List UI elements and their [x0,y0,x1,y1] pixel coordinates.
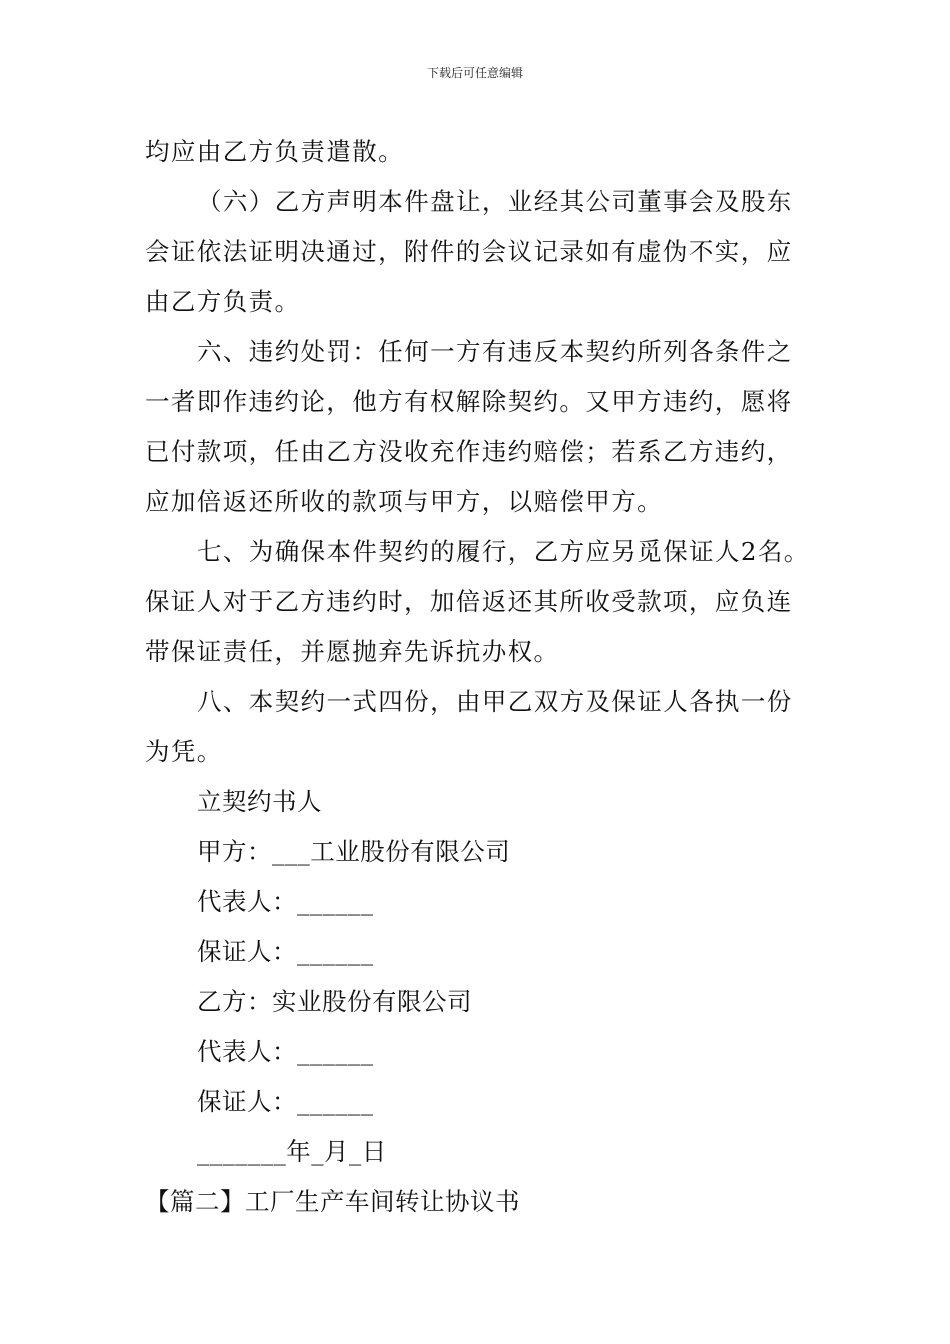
signature-block [145,777,810,1177]
party-a-guarantor: 保证人：______ [197,937,374,966]
paragraph-guarantor: 七、为确保本件契约的履行，乙方应另觅保证人2名。保证人对于乙方违约时，加倍返还其所收受款项，应负连带保证责任，并愿抛弃先诉抗办权。 [145,537,810,666]
paragraph-continuation: 均应由乙方负责遣散。 [145,137,404,166]
document-body [145,127,810,1227]
paragraph-breach-penalty: 六、违约处罚：任何一方有违反本契约所列各条件之一者即作违约论，他方有权解除契约。又甲方违约，愿将已付款项，任由乙方没收充作违约赔偿；若系乙方违约，应加倍返还所收的款项与甲方，以赔偿甲方。 [145,337,793,516]
paragraph-clause-6-sub: （六）乙方声明本件盘让，业经其公司董事会及股东会证依法证明决通过，附件的会议记录如有虚伪不实，应由乙方负责。 [145,187,793,316]
party-b-line: 乙方：实业股份有限公司 [197,987,472,1016]
party-a-representative: 代表人：______ [197,887,374,916]
page-header: 下载后可任意编辑 [426,66,523,80]
party-b-representative: 代表人：______ [197,1037,374,1066]
signature-title: 立契约书人 [197,787,322,816]
signature-date: _______年_月_日 [197,1137,387,1166]
party-b-guarantor: 保证人：______ [197,1087,374,1116]
party-a-line: 甲方：___工业股份有限公司 [197,837,511,866]
paragraph-copies: 八、本契约一式四份，由甲乙双方及保证人各执一份为凭。 [145,687,793,766]
section-heading: 【篇二】工厂生产车间转让协议书 [145,1187,520,1216]
